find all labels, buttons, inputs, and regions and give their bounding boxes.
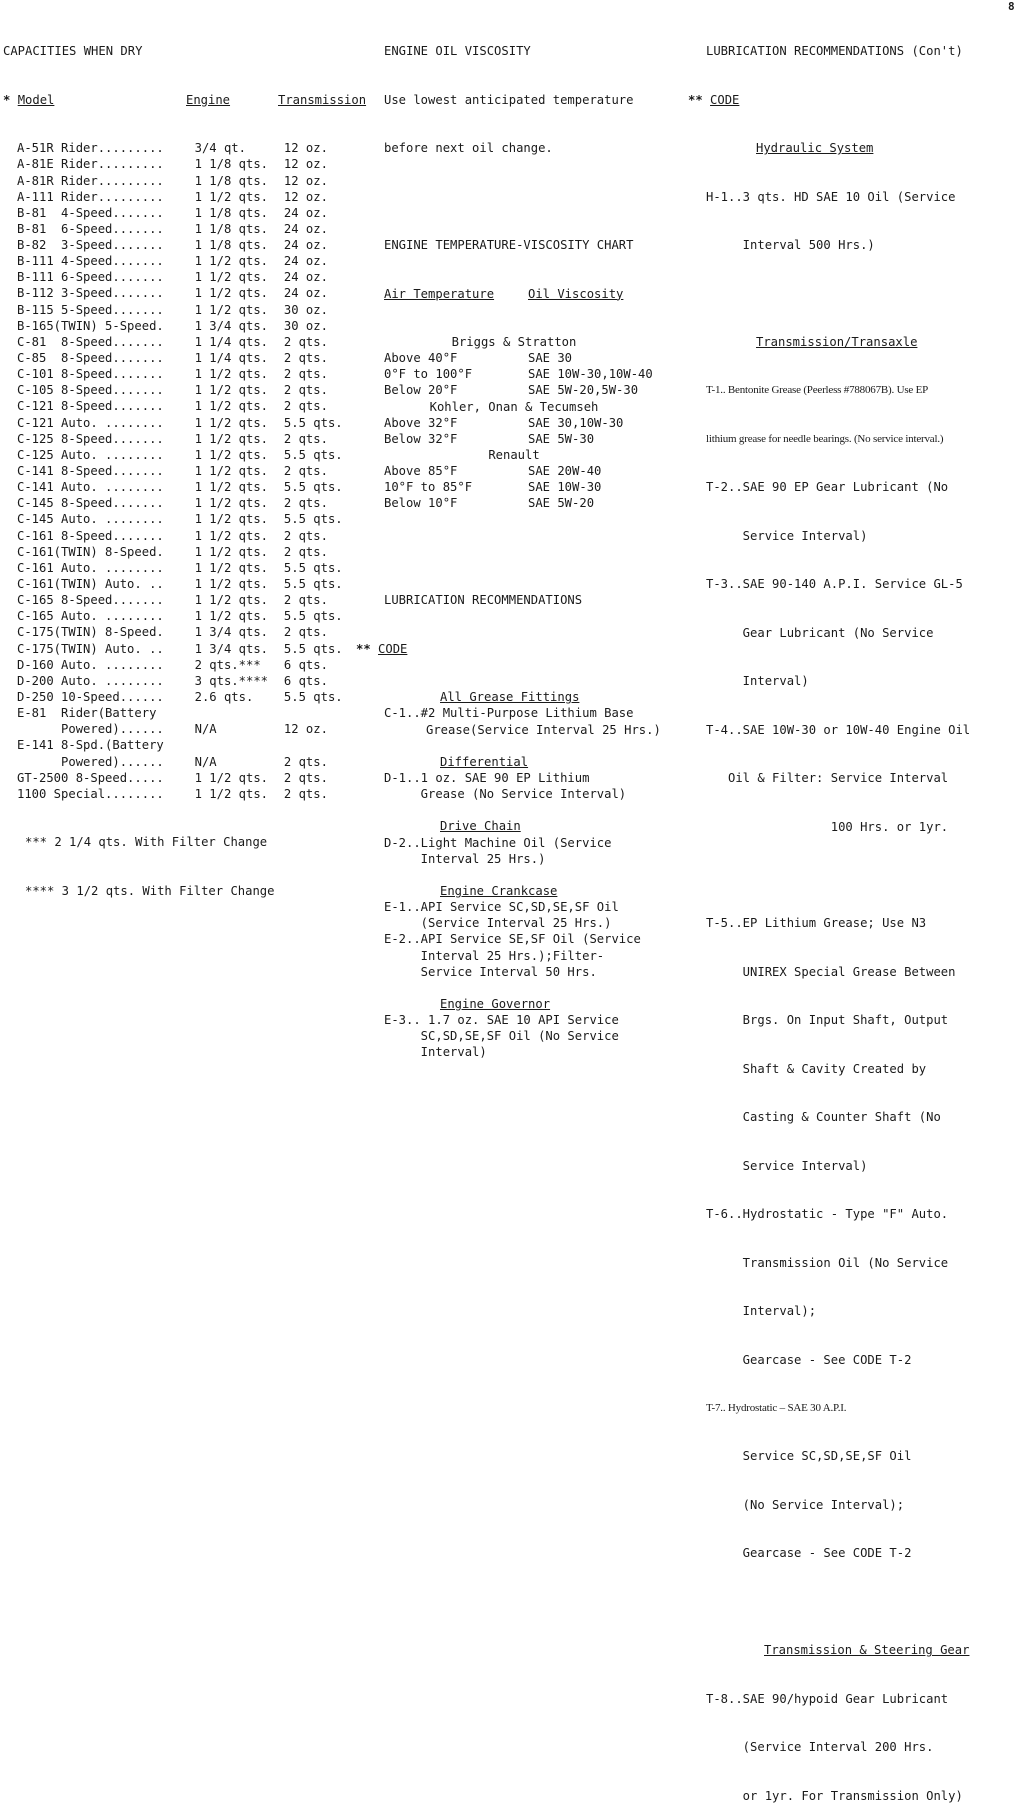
table-row <box>3 237 381 253</box>
model-cell: B-165(TWIN) 5-Speed. <box>17 318 164 333</box>
table-row <box>3 140 381 156</box>
transmission-cell: 30 oz. <box>283 302 328 317</box>
code-label-2: CODE <box>710 92 740 107</box>
transmission-cell: 2 qts. <box>283 464 328 479</box>
engine-cell: 1 1/2 qts. <box>194 447 268 462</box>
t4-line-3: 100 Hrs. or 1yr. <box>706 819 949 834</box>
engine-cell: 1 1/2 qts. <box>194 254 268 269</box>
transmission-cell: 2 qts. <box>283 786 328 801</box>
transmission-cell: 30 oz. <box>283 318 328 333</box>
lube-line: SC,SD,SE,SF Oil (No Service <box>384 1029 619 1044</box>
lube-line: Grease(Service Interval 25 Hrs.) <box>426 722 661 737</box>
lube-line: Service Interval 50 Hrs. <box>384 964 597 979</box>
table-row <box>3 156 381 172</box>
lube-line: E-3.. 1.7 oz. SAE 10 API Service <box>384 1013 619 1028</box>
t8-line-1: T-8..SAE 90/hypoid Gear Lubricant <box>706 1691 949 1706</box>
transmission-cell: 2 qts. <box>283 770 328 785</box>
star-marker: * <box>3 92 11 107</box>
model-cell: C-145 8-Speed....... <box>17 496 164 511</box>
transmission-cell: 5.5 qts. <box>283 577 343 592</box>
air-temperature-cell: Below 32°F <box>384 431 458 446</box>
table-row <box>3 253 381 269</box>
model-cell: B-111 6-Speed....... <box>17 270 164 285</box>
table-row <box>3 495 381 511</box>
engine-cell: 1 1/2 qts. <box>194 577 268 592</box>
header-model: Model <box>17 92 55 107</box>
table-row <box>3 705 381 721</box>
engine-cell: 2.6 qts. <box>194 690 254 704</box>
model-cell: D-200 Auto. ........ <box>17 673 164 688</box>
model-cell: C-101 8-Speed....... <box>17 367 164 382</box>
transmission-cell: 2 qts. <box>283 496 328 511</box>
lube-line: Interval 25 Hrs.);Filter- <box>384 948 605 963</box>
lube2-title <box>706 43 1022 59</box>
model-cell: E-141 8-Spd.(Battery <box>17 738 164 753</box>
engine-cell <box>195 705 284 721</box>
model-cell: C-81 8-Speed....... <box>17 334 164 349</box>
engine-cell: 1 1/2 qts. <box>194 786 268 801</box>
t1-line-1: T-1.. Bentonite Grease (Peerless #788067B). Use EP <box>706 384 929 397</box>
table-row <box>3 721 381 737</box>
t4-line-2: Oil & Filter: Service Interval <box>706 771 949 786</box>
engine-cell: N/A <box>194 754 217 769</box>
transmission-cell: 2 qts. <box>283 383 328 398</box>
t3-line-1: T-3..SAE 90-140 A.P.I. Service GL-5 <box>706 577 963 592</box>
transmission-cell: 5.5 qts. <box>283 560 343 575</box>
engine-cell: 1 1/2 qts. <box>194 431 268 446</box>
engine-cell: 1 1/2 qts. <box>194 480 268 495</box>
lube-line: Interval 25 Hrs.) <box>384 851 546 866</box>
transmission-cell: 12 oz. <box>283 189 328 204</box>
engine-cell: 1 1/4 qts. <box>194 351 268 366</box>
engine-cell: N/A <box>194 722 217 737</box>
transmission-cell: 24 oz. <box>283 205 328 220</box>
model-cell: Powered)...... <box>17 754 164 769</box>
model-cell: C-161(TWIN) Auto. .. <box>17 577 164 592</box>
table-row <box>3 350 381 366</box>
viscosity-row <box>384 350 702 366</box>
t5-line-1: T-5..EP Lithium Grease; Use N3 <box>706 916 927 931</box>
transmission-cell: 5.5 qts. <box>283 415 343 430</box>
transmission-cell: 5.5 qts. <box>283 447 343 462</box>
model-cell: C-141 8-Speed....... <box>17 464 164 479</box>
oil-viscosity-cell: SAE 5W-20 <box>528 496 595 511</box>
air-temperature-cell: Below 10°F <box>384 496 458 511</box>
model-cell: C-161 8-Speed....... <box>17 528 164 543</box>
model-cell: A-111 Rider......... <box>17 189 164 204</box>
air-temperature-cell: Below 20°F <box>384 383 458 398</box>
transmission-cell: 24 oz. <box>283 270 328 285</box>
table-row <box>3 173 381 189</box>
lube-line: Interval) <box>384 1045 487 1060</box>
t5-line-4: Shaft & Cavity Created by <box>706 1061 927 1076</box>
transmission-cell: 2 qts. <box>283 528 328 543</box>
engine-cell: 1 1/2 qts. <box>194 512 268 527</box>
table-row <box>3 770 381 786</box>
transmission-cell: 24 oz. <box>283 254 328 269</box>
transmission-cell: 24 oz. <box>283 221 328 236</box>
model-cell: C-161 Auto. ........ <box>17 560 164 575</box>
viscosity-row <box>384 366 702 382</box>
transmission-cell: 2 qts. <box>283 431 328 446</box>
viscosity-row <box>384 495 702 511</box>
viscosity-section <box>356 11 702 1077</box>
engine-cell: 1 1/2 qts. <box>194 399 268 414</box>
table-row <box>3 334 381 350</box>
engine-cell: 1 1/2 qts. <box>194 528 268 543</box>
table-row <box>3 479 381 495</box>
engine-cell: 1 1/2 qts. <box>194 560 268 575</box>
transmission-cell: 12 oz. <box>283 157 328 172</box>
hyd-line-1: H-1..3 qts. HD SAE 10 Oil (Service <box>706 189 956 204</box>
engine-cell: 1 1/8 qts. <box>194 238 268 253</box>
lube-line: D-2..Light Machine Oil (Service <box>384 835 612 850</box>
lube-continued-section <box>688 11 1022 1820</box>
transmission-cell: 5.5 qts. <box>283 480 343 495</box>
air-temperature-cell: Above 85°F <box>384 464 458 479</box>
t5-line-5: Casting & Counter Shaft (No <box>706 1110 941 1125</box>
transmission-cell: 12 oz. <box>283 141 328 156</box>
model-cell: C-161(TWIN) 8-Speed. <box>17 544 164 559</box>
engine-cell: 1 1/2 qts. <box>194 415 268 430</box>
oil-viscosity-cell: SAE 10W-30,10W-40 <box>528 367 653 382</box>
air-temperature-cell: 0°F to 100°F <box>384 367 473 382</box>
lube-section-heading: All Grease Fittings <box>440 690 580 705</box>
header-air-temperature: Air Temperature <box>384 286 495 301</box>
transmission-cell <box>284 705 381 721</box>
t6-line-4: Gearcase - See CODE T-2 <box>706 1352 912 1367</box>
table-row <box>3 366 381 382</box>
hyd-line-2: Interval 500 Hrs.) <box>706 238 875 253</box>
table-row <box>3 576 381 592</box>
transmission-cell: 2 qts. <box>283 399 328 414</box>
t7-line-2: Service SC,SD,SE,SF Oil <box>706 1449 912 1464</box>
transmission-cell: 2 qts. <box>283 593 328 608</box>
transmission-cell <box>284 737 381 753</box>
air-temperature-cell: Above 32°F <box>384 415 458 430</box>
viscosity-chart-title: ENGINE TEMPERATURE-VISCOSITY CHART <box>384 238 634 253</box>
model-cell: E-81 Rider(Battery <box>17 706 157 721</box>
model-cell: C-141 Auto. ........ <box>17 480 164 495</box>
t3-line-3: Interval) <box>706 674 809 689</box>
code-marker: ** <box>356 641 371 656</box>
engine-cell: 1 3/4 qts. <box>194 641 268 656</box>
lube-section-heading: Engine Crankcase <box>440 883 558 898</box>
viscosity-title: ENGINE OIL VISCOSITY <box>384 44 531 59</box>
table-row <box>3 737 381 753</box>
model-cell: A-81E Rider......... <box>17 157 164 172</box>
model-cell: C-175(TWIN) 8-Speed. <box>17 625 164 640</box>
viscosity-row <box>384 479 702 495</box>
transmission-cell: 5.5 qts. <box>283 690 343 704</box>
t6-line-2: Transmission Oil (No Service <box>706 1255 949 1270</box>
model-cell: B-111 4-Speed....... <box>17 254 164 269</box>
table-row <box>3 447 381 463</box>
transmission-cell: 6 qts. <box>283 673 328 688</box>
hydraulic-heading: Hydraulic System <box>756 141 874 156</box>
model-cell: C-145 Auto. ........ <box>17 512 164 527</box>
transmission-cell: 5.5 qts. <box>283 609 343 624</box>
engine-cell: 1 1/2 qts. <box>194 189 268 204</box>
table-row <box>3 431 381 447</box>
t5-line-6: Service Interval) <box>706 1158 868 1173</box>
page-number: 8 <box>1008 0 1015 13</box>
table-row <box>3 302 381 318</box>
transmission-cell: 24 oz. <box>283 286 328 301</box>
oil-viscosity-cell: SAE 10W-30 <box>528 480 602 495</box>
transmission-cell: 2 qts. <box>283 351 328 366</box>
engine-cell: 1 1/8 qts. <box>194 173 268 188</box>
lube-section-heading: Drive Chain <box>440 819 521 834</box>
engine-cell: 3 qts.**** <box>194 673 268 688</box>
t8-line-2: (Service Interval 200 Hrs. <box>706 1740 934 1755</box>
engine-cell: 1 1/2 qts. <box>194 496 268 511</box>
oil-viscosity-cell: SAE 30,10W-30 <box>528 415 624 430</box>
model-cell: C-85 8-Speed....... <box>17 351 164 366</box>
engine-cell: 1 1/2 qts. <box>194 270 268 285</box>
table-row <box>3 657 381 673</box>
transmission-cell: 12 oz. <box>283 173 328 188</box>
table-row <box>3 754 381 770</box>
table-row <box>3 189 381 205</box>
footnote-2: **** 3 1/2 qts. With Filter Change <box>25 883 275 898</box>
model-cell: GT-2500 8-Speed..... <box>17 770 164 785</box>
table-row <box>3 285 381 301</box>
model-cell: C-121 Auto. ........ <box>17 415 164 430</box>
transmission-cell: 12 oz. <box>283 722 328 737</box>
model-cell: B-81 6-Speed....... <box>17 221 164 236</box>
engine-cell <box>195 737 284 753</box>
engine-cell: 1 1/8 qts. <box>194 221 268 236</box>
engine-group-name: Briggs & Stratton <box>451 335 577 350</box>
oil-viscosity-cell: SAE 30 <box>528 351 573 366</box>
t5-line-2: UNIREX Special Grease Between <box>706 964 956 979</box>
transmission-cell: 2 qts. <box>283 544 328 559</box>
lube-line: E-1..API Service SC,SD,SE,SF Oil <box>384 900 619 915</box>
table-row <box>3 560 381 576</box>
t7-line-4: Gearcase - See CODE T-2 <box>706 1546 912 1561</box>
viscosity-row <box>384 463 702 479</box>
t5-line-3: Brgs. On Input Shaft, Output <box>706 1013 949 1028</box>
table-row <box>3 205 381 221</box>
model-cell: A-51R Rider......... <box>17 141 164 156</box>
table-row <box>3 786 381 802</box>
t2-line-2: Service Interval) <box>706 528 868 543</box>
lube-line: D-1..1 oz. SAE 90 EP Lithium <box>384 770 590 785</box>
viscosity-line-1: Use lowest anticipated temperature <box>384 92 634 107</box>
viscosity-line-2: before next oil change. <box>384 141 553 156</box>
table-row <box>3 528 381 544</box>
code-label: CODE <box>378 641 408 656</box>
model-cell: C-165 Auto. ........ <box>17 609 164 624</box>
transaxle-heading: Transmission/Transaxle <box>756 335 918 350</box>
engine-cell: 1 1/2 qts. <box>194 367 268 382</box>
engine-group-name: Renault <box>488 448 540 463</box>
transmission-cell: 24 oz. <box>283 238 328 253</box>
viscosity-row <box>384 415 702 431</box>
engine-group-name: Kohler, Onan & Tecumseh <box>429 399 599 414</box>
engine-cell: 1 1/4 qts. <box>194 334 268 349</box>
engine-cell: 1 1/2 qts. <box>194 302 268 317</box>
t6-line-3: Interval); <box>706 1304 817 1319</box>
lube-section-heading: Engine Governor <box>440 996 551 1011</box>
table-row <box>3 382 381 398</box>
engine-cell: 1 1/2 qts. <box>194 286 268 301</box>
model-cell: B-82 3-Speed....... <box>17 238 164 253</box>
model-cell: D-160 Auto. ........ <box>17 657 164 672</box>
viscosity-row <box>384 382 702 398</box>
model-cell: C-125 8-Speed....... <box>17 431 164 446</box>
model-cell: C-165 8-Speed....... <box>17 593 164 608</box>
viscosity-chart <box>384 334 702 512</box>
table-row <box>3 221 381 237</box>
table-row <box>3 608 381 624</box>
model-cell: B-81 4-Speed....... <box>17 205 164 220</box>
oil-viscosity-cell: SAE 5W-30 <box>528 431 595 446</box>
lube-code-line <box>356 641 702 657</box>
model-cell: C-125 Auto. ........ <box>17 447 164 462</box>
model-cell: B-115 5-Speed....... <box>17 302 164 317</box>
t7-line-3: (No Service Interval); <box>706 1497 905 1512</box>
transmission-cell: 2 qts. <box>283 754 328 769</box>
lube2-title-text: LUBRICATION RECOMMENDATIONS (Con't) <box>706 44 963 59</box>
engine-cell: 1 1/2 qts. <box>194 593 268 608</box>
viscosity-chart-header <box>384 286 702 302</box>
engine-cell: 1 1/2 qts. <box>194 770 268 785</box>
model-cell: 1100 Special........ <box>17 786 164 801</box>
t7-line-1: T-7.. Hydrostatic – SAE 30 A.P.I. <box>706 1402 847 1414</box>
header-engine: Engine <box>186 92 231 107</box>
table-row <box>3 398 381 414</box>
table-row <box>3 415 381 431</box>
lube-sections <box>384 689 702 1060</box>
t2-line-1: T-2..SAE 90 EP Gear Lubricant (No <box>706 480 949 495</box>
transmission-cell: 2 qts. <box>283 625 328 640</box>
capacities-table <box>3 140 381 802</box>
t3-line-2: Gear Lubricant (No Service <box>706 625 934 640</box>
capacities-header <box>3 92 381 108</box>
model-cell: C-121 8-Speed....... <box>17 399 164 414</box>
engine-cell: 1 1/8 qts. <box>194 205 268 220</box>
engine-cell: 1 1/2 qts. <box>194 464 268 479</box>
transmission-cell: 2 qts. <box>283 334 328 349</box>
air-temperature-cell: Above 40°F <box>384 351 458 366</box>
table-row <box>3 641 381 657</box>
model-cell: B-112 3-Speed....... <box>17 286 164 301</box>
header-transmission: Transmission <box>278 92 367 107</box>
engine-cell: 2 qts.*** <box>194 657 261 672</box>
table-row <box>3 544 381 560</box>
table-row <box>3 511 381 527</box>
transmission-cell: 6 qts. <box>283 657 328 672</box>
transmission-cell: 5.5 qts. <box>283 512 343 527</box>
table-row <box>3 624 381 640</box>
lube-section-heading: Differential <box>440 754 529 769</box>
steering-heading: Transmission & Steering Gear <box>764 1643 970 1658</box>
oil-viscosity-cell: SAE 5W-20,5W-30 <box>528 383 639 398</box>
t1-line-2: lithium grease for needle bearings. (No service interval.) <box>706 432 944 445</box>
model-cell: A-81R Rider......... <box>17 173 164 188</box>
model-cell: Powered)...... <box>17 722 164 737</box>
engine-cell: 1 1/8 qts. <box>194 157 268 172</box>
engine-cell: 3/4 qt. <box>194 141 246 156</box>
oil-viscosity-cell: SAE 20W-40 <box>528 464 602 479</box>
t8-line-3: or 1yr. For Transmission Only) <box>706 1788 963 1803</box>
model-cell: C-175(TWIN) Auto. .. <box>17 641 164 656</box>
transmission-cell: 2 qts. <box>283 367 328 382</box>
table-row <box>3 689 381 705</box>
model-cell: C-105 8-Speed....... <box>17 383 164 398</box>
lube-line: E-2..API Service SE,SF Oil (Service <box>384 932 641 947</box>
code-marker-2: ** <box>688 92 703 107</box>
table-row <box>3 673 381 689</box>
header-oil-viscosity: Oil Viscosity <box>528 286 624 301</box>
lube-line: Grease (No Service Interval) <box>384 787 627 802</box>
capacities-section <box>3 11 381 915</box>
lube-line: C-1..#2 Multi-Purpose Lithium Base <box>384 706 634 721</box>
viscosity-row <box>384 431 702 447</box>
lube-line: (Service Interval 25 Hrs.) <box>384 916 612 931</box>
table-row <box>3 318 381 334</box>
model-cell: D-250 10-Speed...... <box>17 690 164 704</box>
table-row <box>3 463 381 479</box>
lube-title: LUBRICATION RECOMMENDATIONS <box>384 593 583 608</box>
footnote-1: *** 2 1/4 qts. With Filter Change <box>25 835 268 850</box>
engine-cell: 1 1/2 qts. <box>194 383 268 398</box>
lube2-code-line <box>688 92 1022 108</box>
transmission-cell: 5.5 qts. <box>283 641 343 656</box>
air-temperature-cell: 10°F to 85°F <box>384 480 473 495</box>
engine-cell: 1 1/2 qts. <box>194 544 268 559</box>
engine-cell: 1 3/4 qts. <box>194 625 268 640</box>
t6-line-1: T-6..Hydrostatic - Type "F" Auto. <box>706 1207 949 1222</box>
table-row <box>3 269 381 285</box>
engine-cell: 1 3/4 qts. <box>194 318 268 333</box>
table-row <box>3 592 381 608</box>
capacities-title: CAPACITIES WHEN DRY <box>3 44 143 59</box>
t4-line-1: T-4..SAE 10W-30 or 10W-40 Engine Oil <box>706 722 971 737</box>
engine-cell: 1 1/2 qts. <box>194 609 268 624</box>
